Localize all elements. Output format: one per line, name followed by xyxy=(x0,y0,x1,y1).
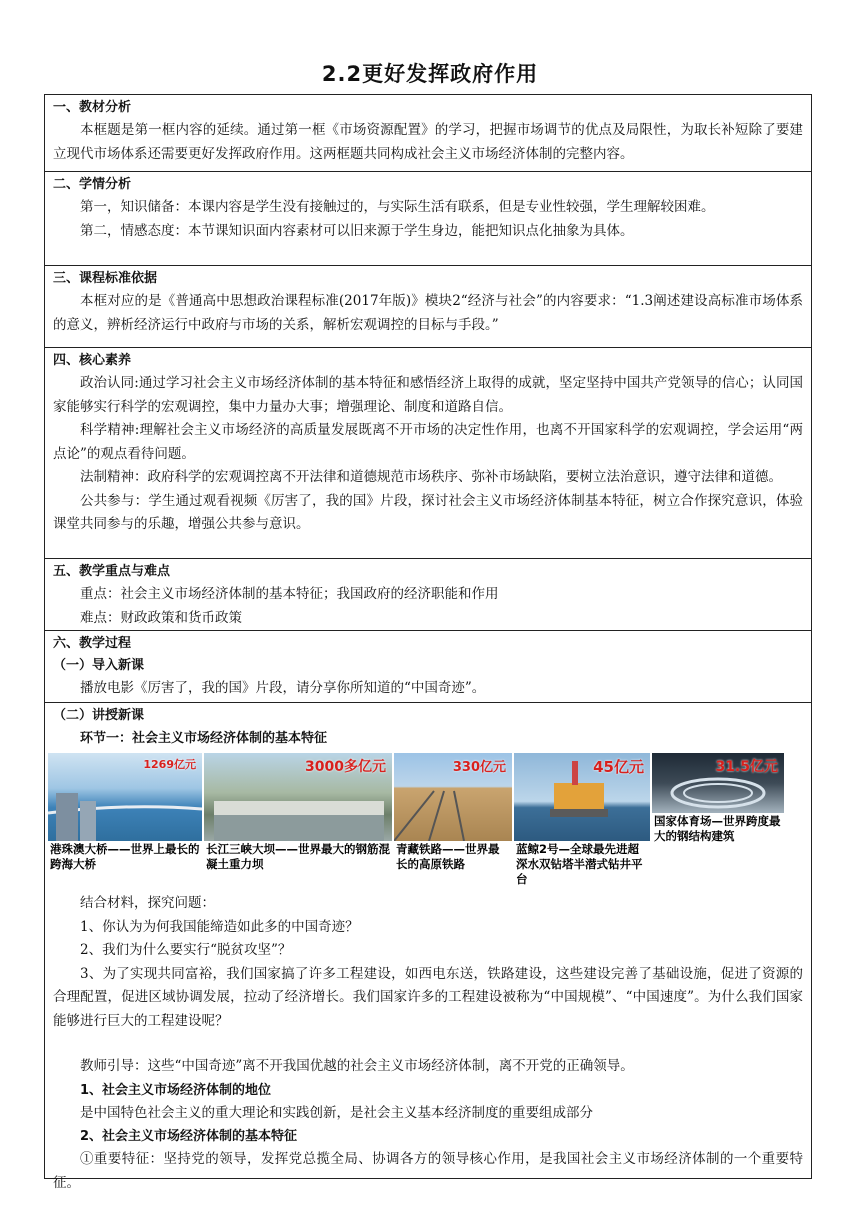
paragraph: 是中国特色社会主义的重大理论和实践创新，是社会主义基本经济制度的重要组成部分 xyxy=(80,1104,593,1121)
bridge-photo xyxy=(48,753,202,841)
section-core-literacy xyxy=(45,347,811,558)
railway-photo xyxy=(394,753,512,841)
cost-label: 3000多亿元 xyxy=(305,759,386,775)
cost-label: 45亿元 xyxy=(593,758,644,776)
teacher-guide: 教师引导：这些“中国奇迹”离不开我国优越的社会主义市场经济体制，离不开党的正确领导。 xyxy=(80,1058,634,1074)
drilling-platform-photo xyxy=(514,753,650,841)
image-caption: 长江三峡大坝——世界最大的钢筋混凝土重力坝 xyxy=(206,842,390,871)
paragraph: 政治认同:通过学习社会主义市场经济体制的基本特征和感悟经济上取得的成就，坚定坚持中国共产党领导的信心；认同国家能够实行科学的宏观调控，集中力量办大事；增强理论、制度和道路自信。 xyxy=(53,375,803,415)
image-caption: 国家体育场—世界跨度最大的钢结构建筑 xyxy=(654,814,781,843)
image-card xyxy=(48,753,202,888)
page-title: 2.2更好发挥政府作用 xyxy=(321,62,539,86)
section-curriculum-standard xyxy=(45,265,811,347)
image-card xyxy=(394,753,512,888)
image-card xyxy=(204,753,392,888)
stadium-photo xyxy=(652,753,784,813)
section-teaching-process xyxy=(45,630,811,702)
section-heading: 四、核心素养 xyxy=(53,353,132,368)
section-key-points xyxy=(45,558,811,630)
cost-label: 1269亿元 xyxy=(143,758,196,771)
section-textbook-analysis xyxy=(45,95,811,171)
link-heading: 环节一：社会主义市场经济体制的基本特征 xyxy=(80,731,328,746)
dam-photo xyxy=(204,753,392,841)
subsection-heading: （一）导入新课 xyxy=(53,658,145,673)
section-heading: 六、教学过程 xyxy=(53,636,132,651)
paragraph: 播放电影《厉害了，我的国》片段，请分享你所知道的“中国奇迹”。 xyxy=(80,680,486,696)
section-new-lesson xyxy=(45,702,811,1191)
paragraph: 本框题是第一框内容的延续。通过第一框《市场资源配置》的学习，把握市场调节的优点及局限性，为取长补短除了要建立现代市场体系还需要更好发挥政府作用。这两框题共同构成社会主义市场经济体制的完整内容。 xyxy=(53,122,803,162)
section-heading: 五、教学重点与难点 xyxy=(53,564,171,579)
paragraph: 本框对应的是《普通高中思想政治课程标准(2017年版)》模块2“经济与社会”的内容要求：“1.3阐述建设高标准市场体系的意义，辨析经济运行中政府与市场的关系，解析宏观调控的目标与手段。” xyxy=(53,293,803,333)
question-3: 3、为了实现共同富裕，我们国家搞了许多工程建设，如西电东送，铁路建设，这些建设完善了基础设施，促进了资源的合理配置，促进区域协调发展，拉动了经济增长。我们国家许多的工程建设被称为“中国规模”、“中国速度”。为什么我们国家能够进行巨大的工程建设呢？ xyxy=(53,965,803,1029)
question-1: 1、你认为为何我国能缔造如此多的中国奇迹？ xyxy=(80,918,359,935)
section-student-analysis xyxy=(45,171,811,265)
point-heading: 1、社会主义市场经济体制的地位 xyxy=(80,1082,272,1098)
question-2: 2、我们为什么要实行“脱贫攻坚”？ xyxy=(80,942,292,958)
cost-label: 31.5亿元 xyxy=(715,759,778,775)
image-card xyxy=(652,753,784,888)
paragraph: 第二，情感态度：本节课知识面内容素材可以旧来源于学生身边，能把知识点化抽象为具体。 xyxy=(80,222,634,239)
paragraph: 第一，知识储备：本课内容是学生没有接触过的，与实际生活有联系，但是专业性较强，学生理解较困难。 xyxy=(80,199,715,215)
image-caption: 蓝鲸2号—全球最先进超深水双钻塔半潜式钻井平台 xyxy=(516,842,643,886)
paragraph: 重点：社会主义市场经济体制的基本特征；我国政府的经济职能和作用 xyxy=(80,586,499,602)
image-caption: 青藏铁路——世界最长的高原铁路 xyxy=(396,842,500,871)
subsection-heading: （二）讲授新课 xyxy=(53,708,145,723)
paragraph: 法制精神：政府科学的宏观调控离不开法律和道德规范市场秩序、弥补市场缺陷，要树立法治意识，遵守法律和道德。 xyxy=(80,469,782,485)
paragraph: 公共参与：学生通过观看视频《厉害了，我的国》片段，探讨社会主义市场经济体制基本特征，树立合作探究意识，体验课堂共同参与的乐趣，增强公共参与意识。 xyxy=(53,492,803,532)
paragraph: ①重要特征：坚持党的领导，发挥党总揽全局、协调各方的领导核心作用，是我国社会主义市场经济体制的一个重要特征。 xyxy=(53,1151,803,1191)
paragraph: 难点：财政政策和货币政策 xyxy=(80,609,242,626)
section-heading: 二、学情分析 xyxy=(53,177,132,192)
paragraph: 科学精神:理解社会主义市场经济的高质量发展既离不开市场的决定性作用，也离不开国家科学的宏观调控，学会运用“两点论”的观点看待问题。 xyxy=(53,422,803,462)
image-strip xyxy=(48,753,803,888)
section-heading: 三、课程标准依据 xyxy=(53,271,158,286)
section-heading: 一、教材分析 xyxy=(53,100,132,115)
point-heading: 2、社会主义市场经济体制的基本特征 xyxy=(80,1129,298,1144)
paragraph: 结合材料，探究问题： xyxy=(80,895,215,911)
lesson-plan-table xyxy=(44,94,812,1191)
blank-line xyxy=(53,1033,803,1055)
cost-label: 330亿元 xyxy=(452,760,506,775)
image-caption: 港珠澳大桥——世界上最长的跨海大桥 xyxy=(50,842,200,871)
image-card xyxy=(514,753,650,888)
